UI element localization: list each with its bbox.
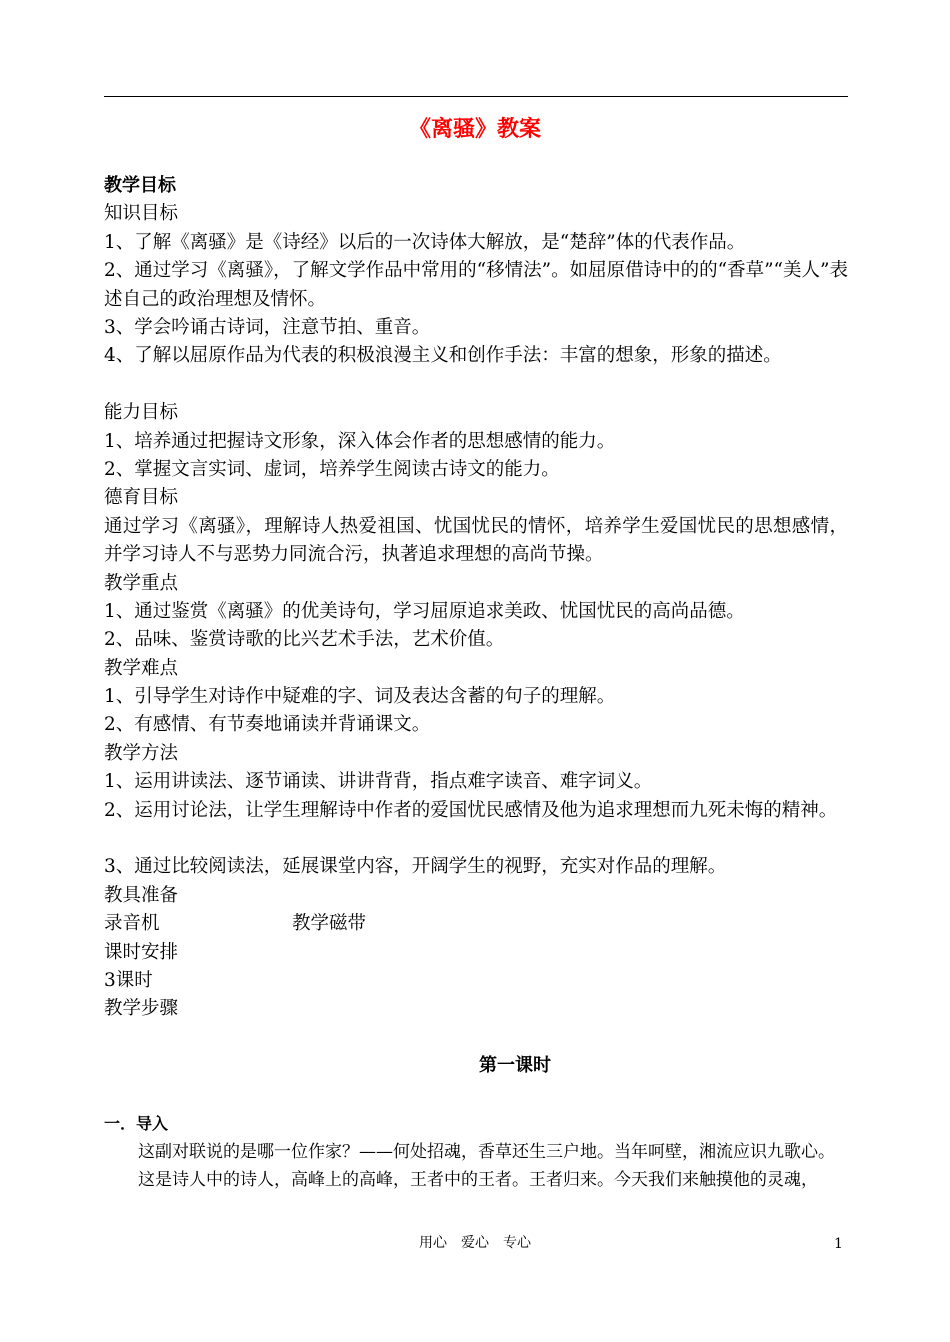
difficult-point-item: 1、引导学生对诗作中疑难的字、词及表达含蓄的句子的理解。 (104, 686, 616, 708)
key-points-heading: 教学重点 (104, 572, 179, 594)
equipment-item: 教学磁带 (292, 913, 367, 935)
teaching-method-item: 3、通过比较阅读法，延展课堂内容，开阔学生的视野，充实对作品的理解。 (104, 856, 727, 878)
teaching-methods-heading: 教学方法 (104, 742, 179, 764)
difficult-points-heading: 教学难点 (104, 657, 179, 679)
knowledge-item: 4、了解以屈原作品为代表的积极浪漫主义和创作手法：丰富的想象，形象的描述。 (104, 345, 782, 367)
teaching-steps-heading: 教学步骤 (104, 998, 179, 1020)
page-number: 1 (834, 1236, 843, 1252)
page-footer: 用心 爱心 专心 (419, 1235, 531, 1251)
knowledge-item: 1、了解《离骚》是《诗经》以后的一次诗体大解放，是“楚辞”体的代表作品。 (104, 231, 746, 253)
ability-item: 1、培养通过把握诗文形象，深入体会作者的思想感情的能力。 (104, 430, 616, 452)
key-point-item: 2、品味、鉴赏诗歌的比兴艺术手法，艺术价值。 (104, 629, 505, 651)
ability-goals-heading: 能力目标 (104, 402, 179, 424)
teaching-method-item: 1、运用讲读法、逐节诵读、讲讲背背，指点难字读音、难字词义。 (104, 771, 653, 793)
equipment-list (104, 910, 848, 938)
ability-item: 2、掌握文言实词、虚词，培养学生阅读古诗文的能力。 (104, 458, 560, 480)
schedule-heading: 课时安排 (104, 941, 179, 963)
section-heading-intro: 一．导入 (104, 1114, 169, 1133)
key-point-item: 1、通过鉴赏《离骚》的优美诗句，学习屈原追求美政、忧国忧民的高尚品德。 (104, 600, 745, 622)
lesson-title: 第一课时 (479, 1055, 551, 1076)
equipment-heading: 教具准备 (104, 884, 179, 906)
intro-paragraph: 这副对联说的是哪一位作家？——何处招魂，香草还生三户地。当年呵壁，湘流应识九歌心。 (138, 1142, 835, 1162)
knowledge-item: 2、通过学习《离骚》，了解文学作品中常用的“移情法”。如屈原借诗中的的“香草”“美人”表述自己的政治理想及情怀。 (104, 260, 848, 310)
equipment-item: 录音机 (104, 913, 160, 935)
document-body (104, 172, 848, 1024)
knowledge-item: 3、学会吟诵古诗词，注意节拍、重音。 (104, 316, 431, 338)
moral-goals-heading: 德育目标 (104, 487, 179, 509)
document-title: 《离骚》教案 (408, 117, 541, 142)
schedule-value: 3课时 (104, 969, 153, 991)
intro-paragraph: 这是诗人中的诗人，高峰上的高峰，王者中的王者。王者归来。今天我们来触摸他的灵魂， (138, 1170, 818, 1190)
intro-section-body (104, 1138, 848, 1194)
blank-line (104, 371, 848, 399)
header-rule (104, 96, 848, 97)
difficult-point-item: 2、有感情、有节奏地诵读并背诵课文。 (104, 714, 431, 736)
teaching-goals-heading: 教学目标 (104, 175, 176, 196)
moral-goals-text: 通过学习《离骚》，理解诗人热爱祖国、忧国忧民的情怀，培养学生爱国忧民的思想感情，并学习诗人不与恶势力同流合污，执著追求理想的高尚节操。 (104, 515, 848, 566)
knowledge-goals-heading: 知识目标 (104, 203, 179, 225)
teaching-method-item: 2、运用讨论法，让学生理解诗中作者的爱国忧民感情及他为追求理想而九死未悔的精神。 (104, 799, 838, 821)
